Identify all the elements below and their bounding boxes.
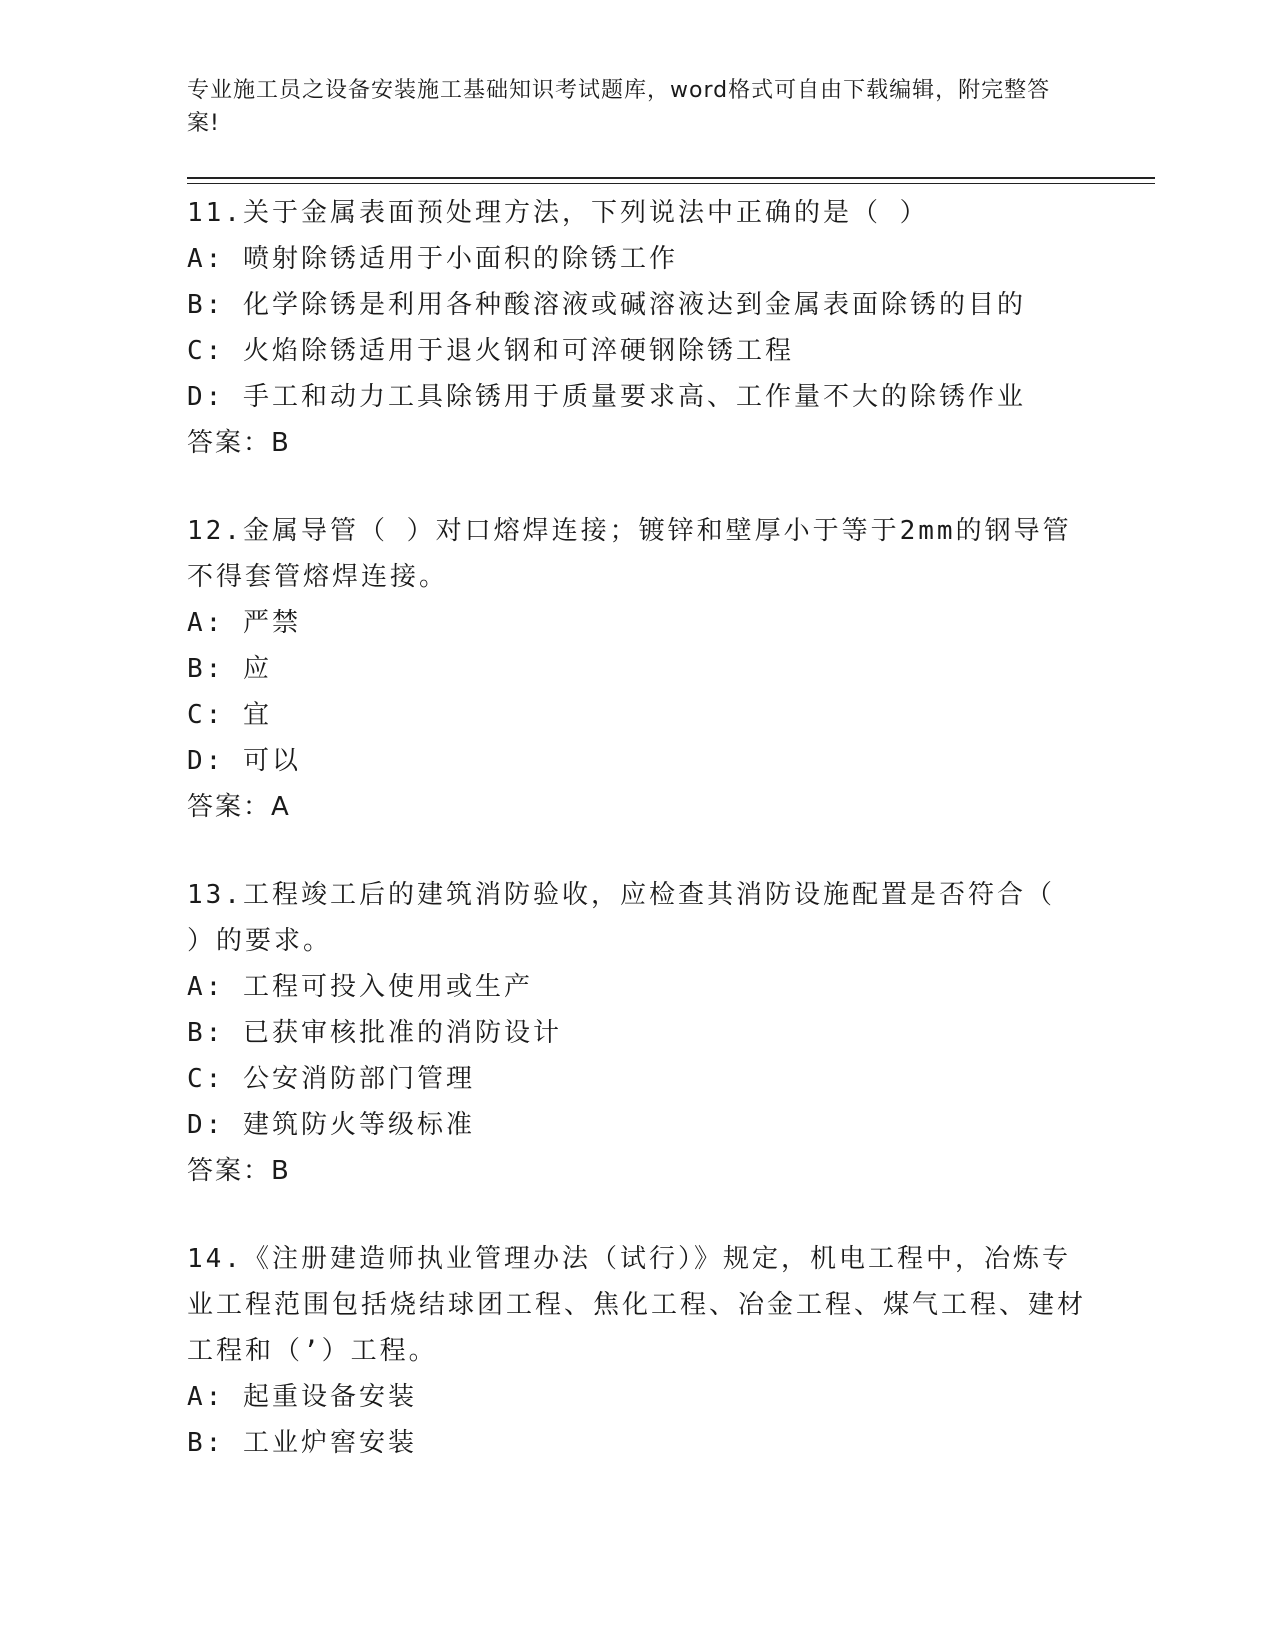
question-stem: 11.关于金属表面预处理方法，下列说法中正确的是（ ）: [187, 198, 929, 228]
question-12: [187, 508, 1087, 830]
question-list: [187, 190, 1087, 1508]
option-b: B: 化学除锈是利用各种酸溶液或碱溶液达到金属表面除锈的目的: [187, 290, 1026, 320]
option-c: C: 公安消防部门管理: [187, 1064, 475, 1094]
option-b: B: 应: [187, 654, 272, 684]
answer-line: 答案：B: [187, 428, 291, 458]
option-d: D: 建筑防火等级标准: [187, 1110, 475, 1140]
question-stem: 13.工程竣工后的建筑消防验收，应检查其消防设施配置是否符合（ ）的要求。: [187, 880, 1055, 956]
option-c: C: 火焰除锈适用于退火钢和可淬硬钢除锈工程: [187, 336, 794, 366]
header-divider-thin: [187, 183, 1155, 184]
answer-line: 答案：B: [187, 1156, 291, 1186]
question-11: [187, 190, 1087, 466]
question-14: [187, 1236, 1087, 1466]
question-stem: 14.《注册建造师执业管理办法（试行）》规定，机电工程中，冶炼专业工程范围包括烧结球团工程、焦化工程、冶金工程、煤气工程、建材工程和（’）工程。: [187, 1244, 1087, 1366]
option-a: A: 工程可投入使用或生产: [187, 972, 533, 1002]
option-a: A: 起重设备安装: [187, 1382, 417, 1412]
option-b: B: 工业炉窖安装: [187, 1428, 417, 1458]
question-13: [187, 872, 1087, 1194]
answer-line: 答案：A: [187, 792, 291, 822]
header-divider-thick: [187, 177, 1155, 179]
option-d: D: 手工和动力工具除锈用于质量要求高、工作量不大的除锈作业: [187, 382, 1026, 412]
option-a: A: 喷射除锈适用于小面积的除锈工作: [187, 244, 678, 274]
question-stem: 12.金属导管（ ）对口熔焊连接；镀锌和壁厚小于等于2mm的钢导管不得套管熔焊连接。: [187, 516, 1072, 592]
option-c: C: 宜: [187, 700, 272, 730]
document-header: 专业施工员之设备安装施工基础知识考试题库，word格式可自由下载编辑，附完整答案!: [187, 78, 1051, 136]
option-b: B: 已获审核批准的消防设计: [187, 1018, 562, 1048]
option-a: A: 严禁: [187, 608, 301, 638]
option-d: D: 可以: [187, 746, 301, 776]
